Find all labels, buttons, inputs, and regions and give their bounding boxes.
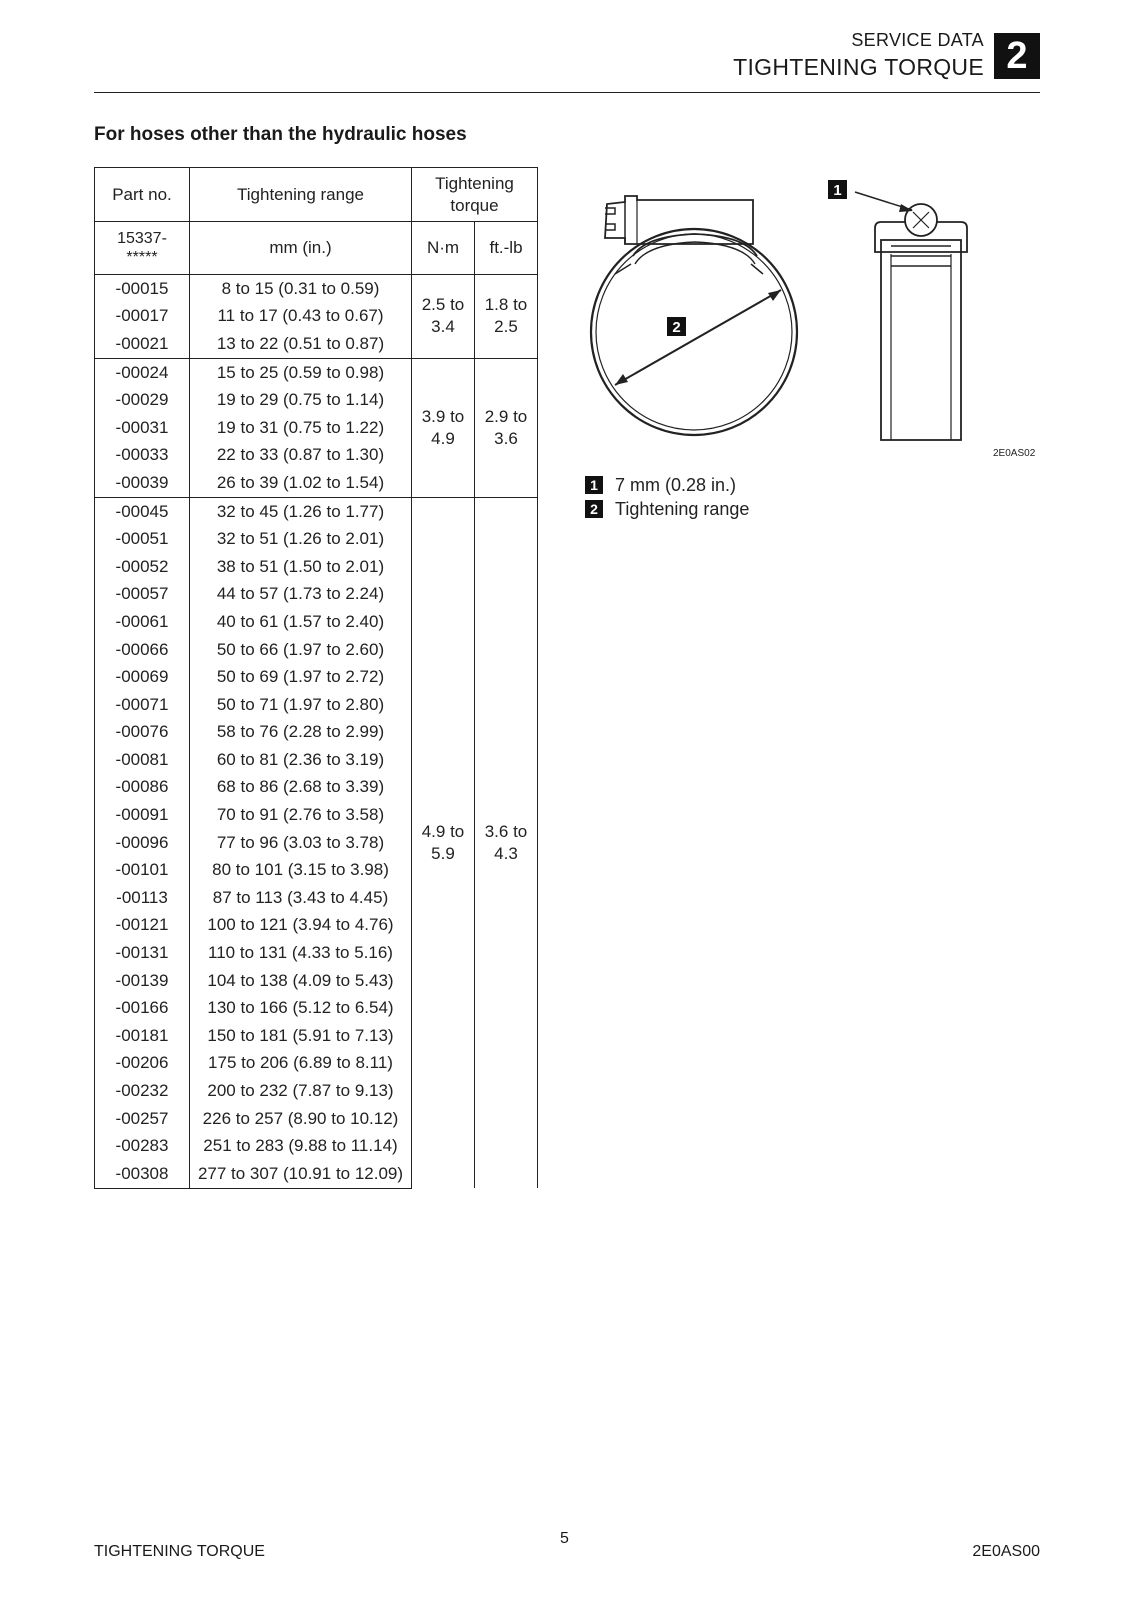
tightening-range-cell: 13 to 22 (0.51 to 0.87) [190, 330, 412, 358]
tightening-range-cell: 68 to 86 (2.68 to 3.39) [190, 774, 412, 802]
legend-text-2: Tightening range [615, 499, 750, 519]
part-number-cell: -00232 [95, 1077, 190, 1105]
col-header-tightening-torque: Tightening torque [412, 168, 538, 222]
torque-nm-cell: 4.9 to 5.9 [412, 497, 475, 1188]
part-number-cell: -00101 [95, 856, 190, 884]
table-row [95, 275, 538, 303]
tightening-range-cell: 80 to 101 (3.15 to 3.98) [190, 856, 412, 884]
part-number-cell: -00029 [95, 386, 190, 414]
section-heading: For hoses other than the hydraulic hoses [94, 124, 467, 145]
tightening-range-cell: 15 to 25 (0.59 to 0.98) [190, 358, 412, 386]
part-number-cell: -00017 [95, 303, 190, 331]
col-header-tightening-range: Tightening range [190, 168, 412, 222]
legend-text-1: 7 mm (0.28 in.) [615, 475, 737, 495]
legend-callout-2: 2 [585, 500, 603, 518]
tightening-range-cell: 44 to 57 (1.73 to 2.24) [190, 581, 412, 609]
part-number-cell: -00206 [95, 1050, 190, 1078]
tightening-range-cell: 226 to 257 (8.90 to 10.12) [190, 1105, 412, 1133]
hose-clamp-figure [585, 168, 1035, 458]
part-number-cell: -00031 [95, 414, 190, 442]
part-number-cell: -00283 [95, 1132, 190, 1160]
tightening-range-cell: 32 to 51 (1.26 to 2.01) [190, 525, 412, 553]
tightening-range-cell: 175 to 206 (6.89 to 8.11) [190, 1050, 412, 1078]
part-number-cell: -00131 [95, 939, 190, 967]
tightening-range-cell: 70 to 91 (2.76 to 3.58) [190, 801, 412, 829]
part-number-cell: -00139 [95, 967, 190, 995]
tightening-range-cell: 19 to 29 (0.75 to 1.14) [190, 386, 412, 414]
part-number-cell: -00096 [95, 829, 190, 857]
legend-item-1 [585, 473, 749, 497]
tightening-range-cell: 104 to 138 (4.09 to 5.43) [190, 967, 412, 995]
tightening-torque-table [94, 167, 538, 1189]
tightening-range-cell: 277 to 307 (10.91 to 12.09) [190, 1160, 412, 1188]
part-number-cell: -00308 [95, 1160, 190, 1188]
part-number-cell: -00061 [95, 608, 190, 636]
tightening-range-cell: 50 to 66 (1.97 to 2.60) [190, 636, 412, 664]
table-row [95, 497, 538, 525]
table-subheader-row [95, 222, 538, 275]
tightening-range-cell: 58 to 76 (2.28 to 2.99) [190, 719, 412, 747]
part-number-cell: -00091 [95, 801, 190, 829]
page-header [94, 30, 1040, 93]
tightening-range-cell: 130 to 166 (5.12 to 6.54) [190, 994, 412, 1022]
figure-legend [585, 473, 749, 521]
part-number-cell: -00057 [95, 581, 190, 609]
part-number-cell: -00121 [95, 912, 190, 940]
part-number-cell: -00015 [95, 275, 190, 303]
figure-code: 2E0AS02 [993, 448, 1036, 459]
tightening-range-cell: 32 to 45 (1.26 to 1.77) [190, 497, 412, 525]
subheader-part-prefix: 15337- ***** [95, 222, 190, 275]
part-number-cell: -00033 [95, 442, 190, 470]
subheader-unit-nm: N·m [412, 222, 475, 275]
torque-nm-cell: 2.5 to 3.4 [412, 275, 475, 359]
header-section-label: SERVICE DATA [851, 30, 984, 50]
part-number-cell: -00051 [95, 525, 190, 553]
tightening-range-cell: 110 to 131 (4.33 to 5.16) [190, 939, 412, 967]
part-number-cell: -00021 [95, 330, 190, 358]
part-number-cell: -00086 [95, 774, 190, 802]
table-row [95, 358, 538, 386]
tightening-range-cell: 200 to 232 (7.87 to 9.13) [190, 1077, 412, 1105]
chapter-number-badge: 2 [994, 33, 1040, 79]
callout-1-label: 1 [833, 182, 842, 199]
header-title: TIGHTENING TORQUE [733, 54, 984, 80]
part-number-cell: -00069 [95, 663, 190, 691]
footer-doc-code: 2E0AS00 [972, 1543, 1040, 1560]
part-number-cell: -00071 [95, 691, 190, 719]
legend-callout-1: 1 [585, 476, 603, 494]
table-header-row [95, 168, 538, 222]
part-number-cell: -00113 [95, 884, 190, 912]
tightening-range-cell: 150 to 181 (5.91 to 7.13) [190, 1022, 412, 1050]
subheader-unit-ftlb: ft.-lb [475, 222, 538, 275]
tightening-range-cell: 26 to 39 (1.02 to 1.54) [190, 469, 412, 497]
part-number-cell: -00039 [95, 469, 190, 497]
part-number-cell: -00052 [95, 553, 190, 581]
part-number-cell: -00076 [95, 719, 190, 747]
callout-2-label: 2 [672, 319, 681, 336]
page-number: 5 [560, 1530, 569, 1547]
tightening-range-cell: 38 to 51 (1.50 to 2.01) [190, 553, 412, 581]
tightening-range-cell: 50 to 69 (1.97 to 2.72) [190, 663, 412, 691]
tightening-range-cell: 11 to 17 (0.43 to 0.67) [190, 303, 412, 331]
part-number-cell: -00045 [95, 497, 190, 525]
torque-nm-cell: 3.9 to 4.9 [412, 358, 475, 497]
tightening-range-cell: 19 to 31 (0.75 to 1.22) [190, 414, 412, 442]
tightening-range-cell: 100 to 121 (3.94 to 4.76) [190, 912, 412, 940]
tightening-range-cell: 22 to 33 (0.87 to 1.30) [190, 442, 412, 470]
part-number-cell: -00081 [95, 746, 190, 774]
part-number-cell: -00024 [95, 358, 190, 386]
subheader-unit-mm: mm (in.) [190, 222, 412, 275]
part-number-cell: -00066 [95, 636, 190, 664]
hose-clamp-illustration [585, 168, 1035, 458]
part-number-cell: -00181 [95, 1022, 190, 1050]
tightening-range-cell: 87 to 113 (3.43 to 4.45) [190, 884, 412, 912]
tightening-range-cell: 60 to 81 (2.36 to 3.19) [190, 746, 412, 774]
tightening-range-cell: 8 to 15 (0.31 to 0.59) [190, 275, 412, 303]
col-header-part-no: Part no. [95, 168, 190, 222]
footer-section-title: TIGHTENING TORQUE [94, 1543, 265, 1560]
part-number-cell: -00257 [95, 1105, 190, 1133]
tightening-range-cell: 77 to 96 (3.03 to 3.78) [190, 829, 412, 857]
part-number-cell: -00166 [95, 994, 190, 1022]
torque-ftlb-cell: 1.8 to 2.5 [475, 275, 538, 359]
torque-ftlb-cell: 3.6 to 4.3 [475, 497, 538, 1188]
torque-ftlb-cell: 2.9 to 3.6 [475, 358, 538, 497]
tightening-range-cell: 50 to 71 (1.97 to 2.80) [190, 691, 412, 719]
tightening-range-cell: 40 to 61 (1.57 to 2.40) [190, 608, 412, 636]
tightening-range-cell: 251 to 283 (9.88 to 11.14) [190, 1132, 412, 1160]
legend-item-2 [585, 497, 749, 521]
